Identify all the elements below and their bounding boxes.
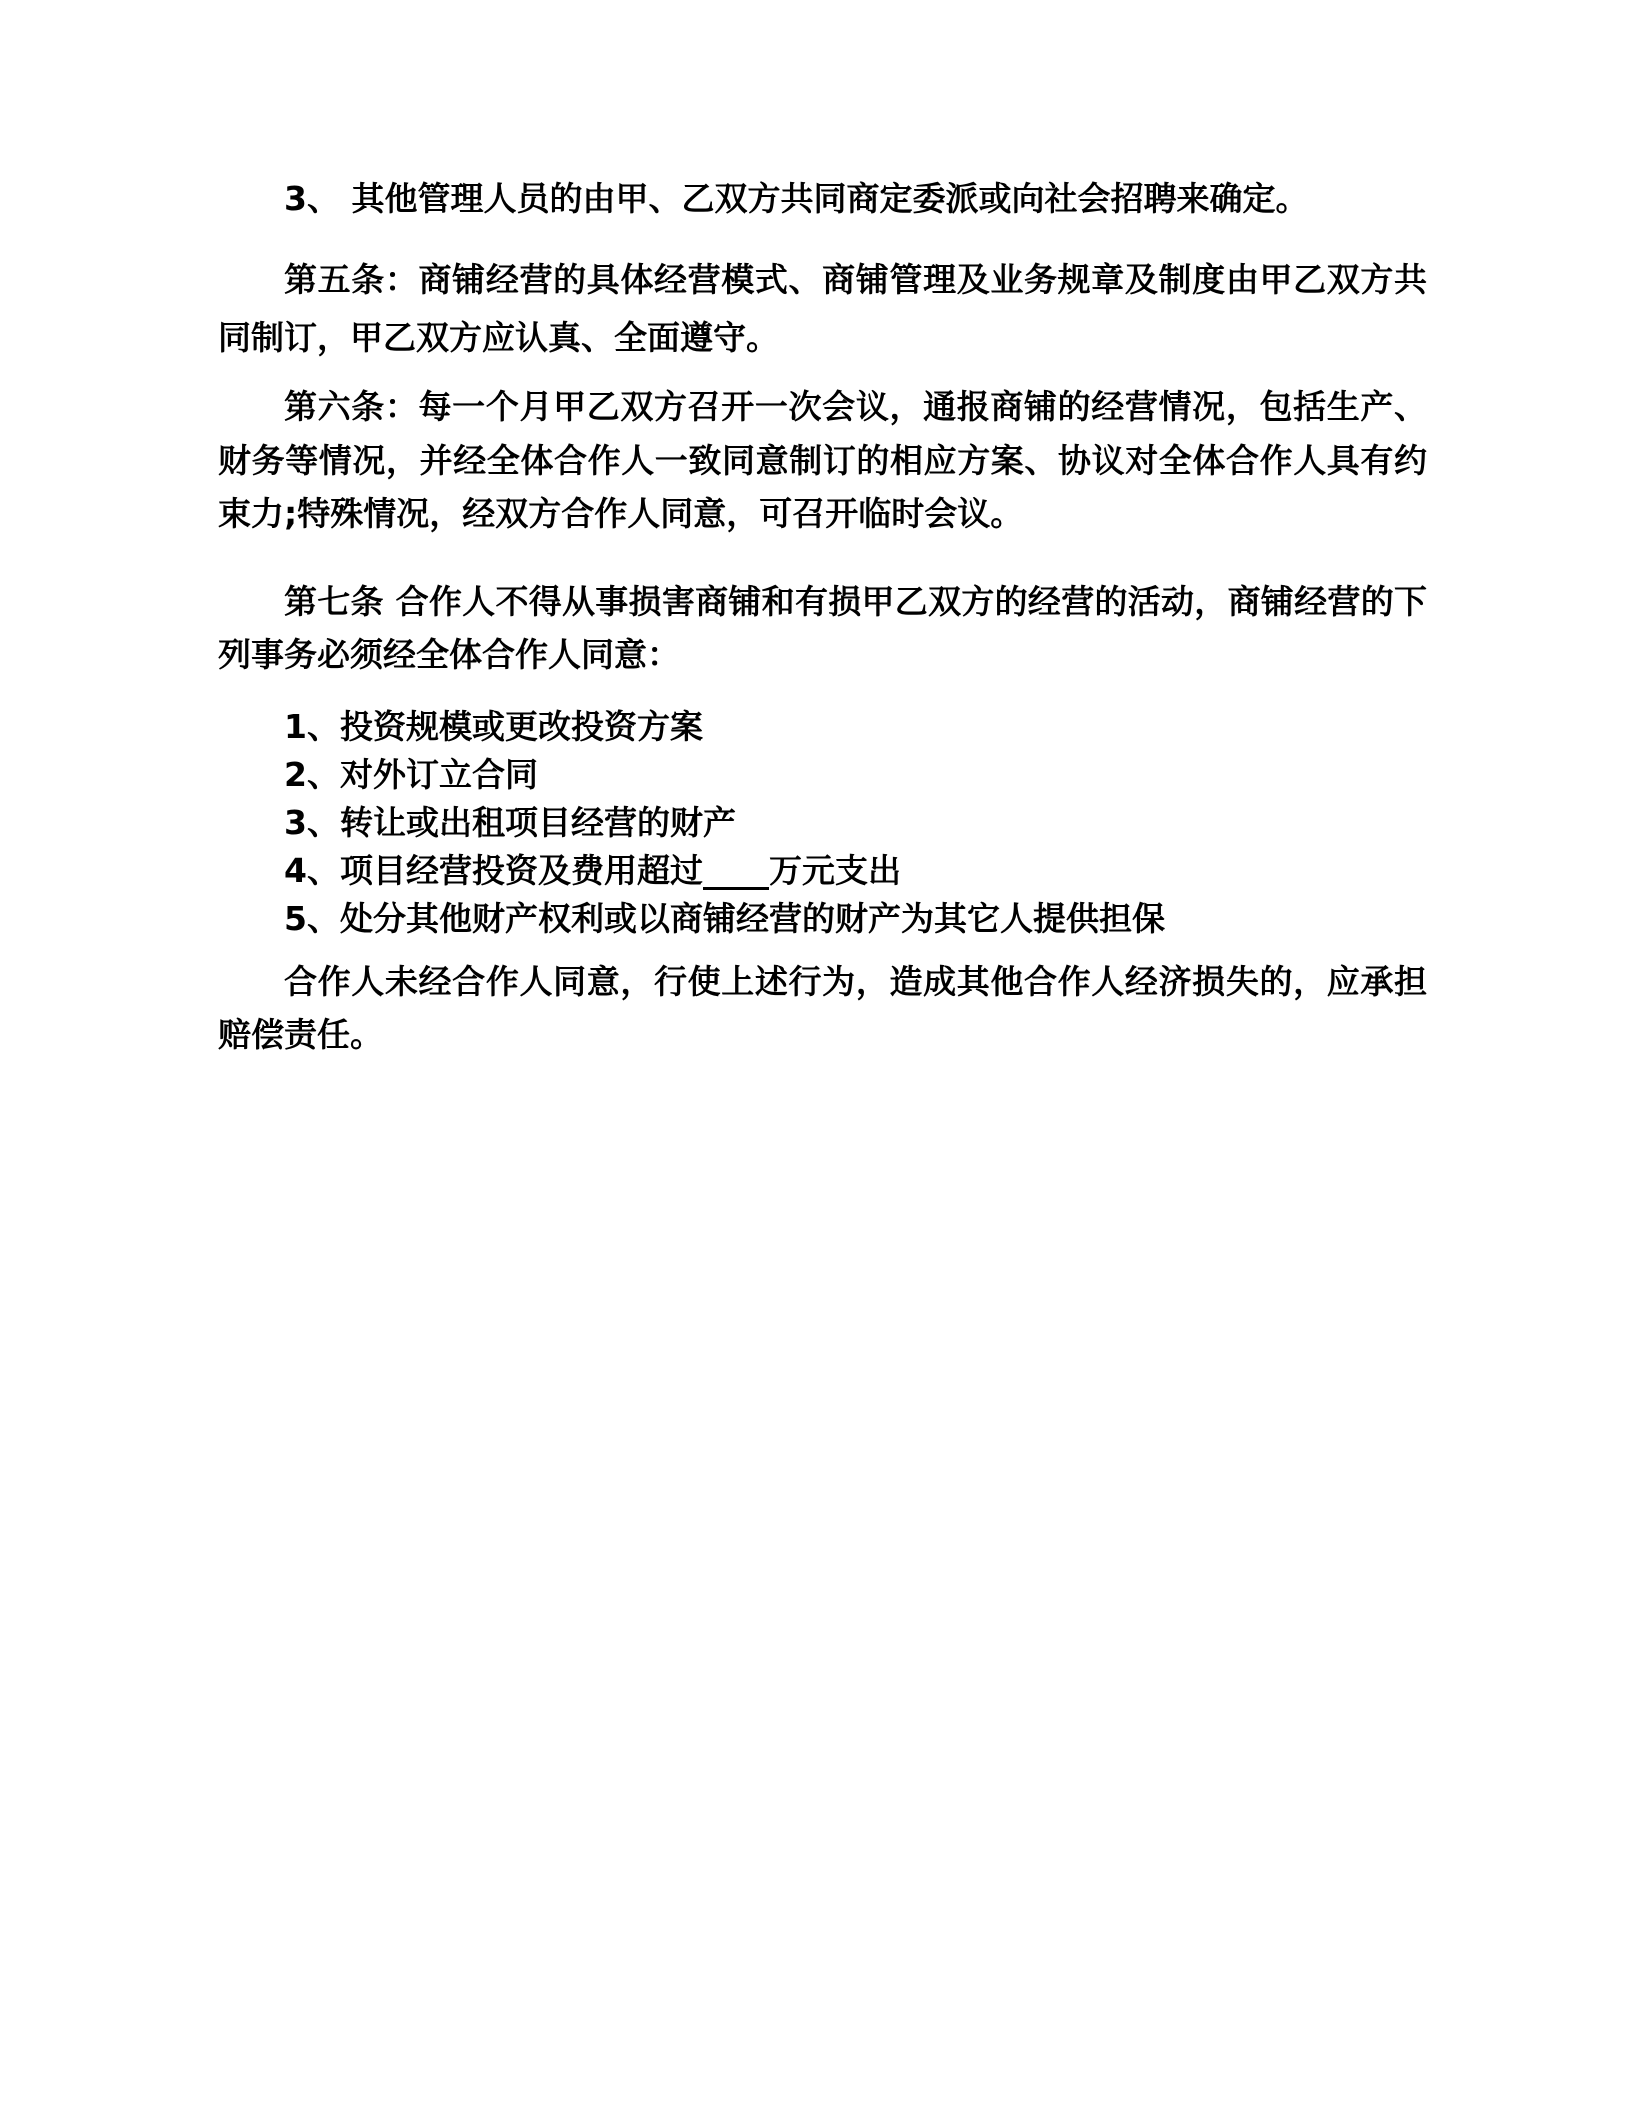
list-item-5: 5、处分其他财产权利或以商铺经营的财产为其它人提供担保 [284, 898, 1165, 938]
paragraph-clause-3-other-managers: 3、 其他管理人员的由甲、乙双方共同商定委派或向社会招聘来确定。 [284, 179, 1309, 218]
spacer [218, 541, 1427, 575]
paragraph-clause-7: 第七条 合作人不得从事损害商铺和有损甲乙双方的经营的活动，商铺经营的下列事务必须经全体合作人同意： [218, 581, 1427, 675]
spacer [218, 368, 1427, 380]
spacer [218, 229, 1427, 251]
list-item-4: 4、项目经营投资及费用超过____万元支出 [284, 851, 901, 890]
paragraph-clause-5: 第五条：商铺经营的具体经营模式、商铺管理及业务规章及制度由甲乙双方共同制订，甲乙双方应认真、全面遵守。 [218, 259, 1427, 358]
list-item-1: 1、投资规模或更改投资方案 [284, 707, 703, 747]
paragraph-clause-6: 第六条：每一个月甲乙双方召开一次会议，通报商铺的经营情况，包括生产、财务等情况，并经全体合作人一致同意制订的相应方案、协议对全体合作人具有约束力;特殊情况，经双方合作人同意，可召开临时会议。 [218, 387, 1427, 534]
spacer [218, 681, 1427, 703]
spacer [218, 943, 1427, 955]
list-item-3: 3、转让或出租项目经营的财产 [284, 803, 736, 843]
document-body [218, 170, 1427, 1062]
paragraph-closing-liability: 合作人未经合作人同意，行使上述行为，造成其他合作人经济损失的，应承担赔偿责任。 [218, 961, 1427, 1055]
list-item-2: 2、对外订立合同 [284, 755, 538, 795]
